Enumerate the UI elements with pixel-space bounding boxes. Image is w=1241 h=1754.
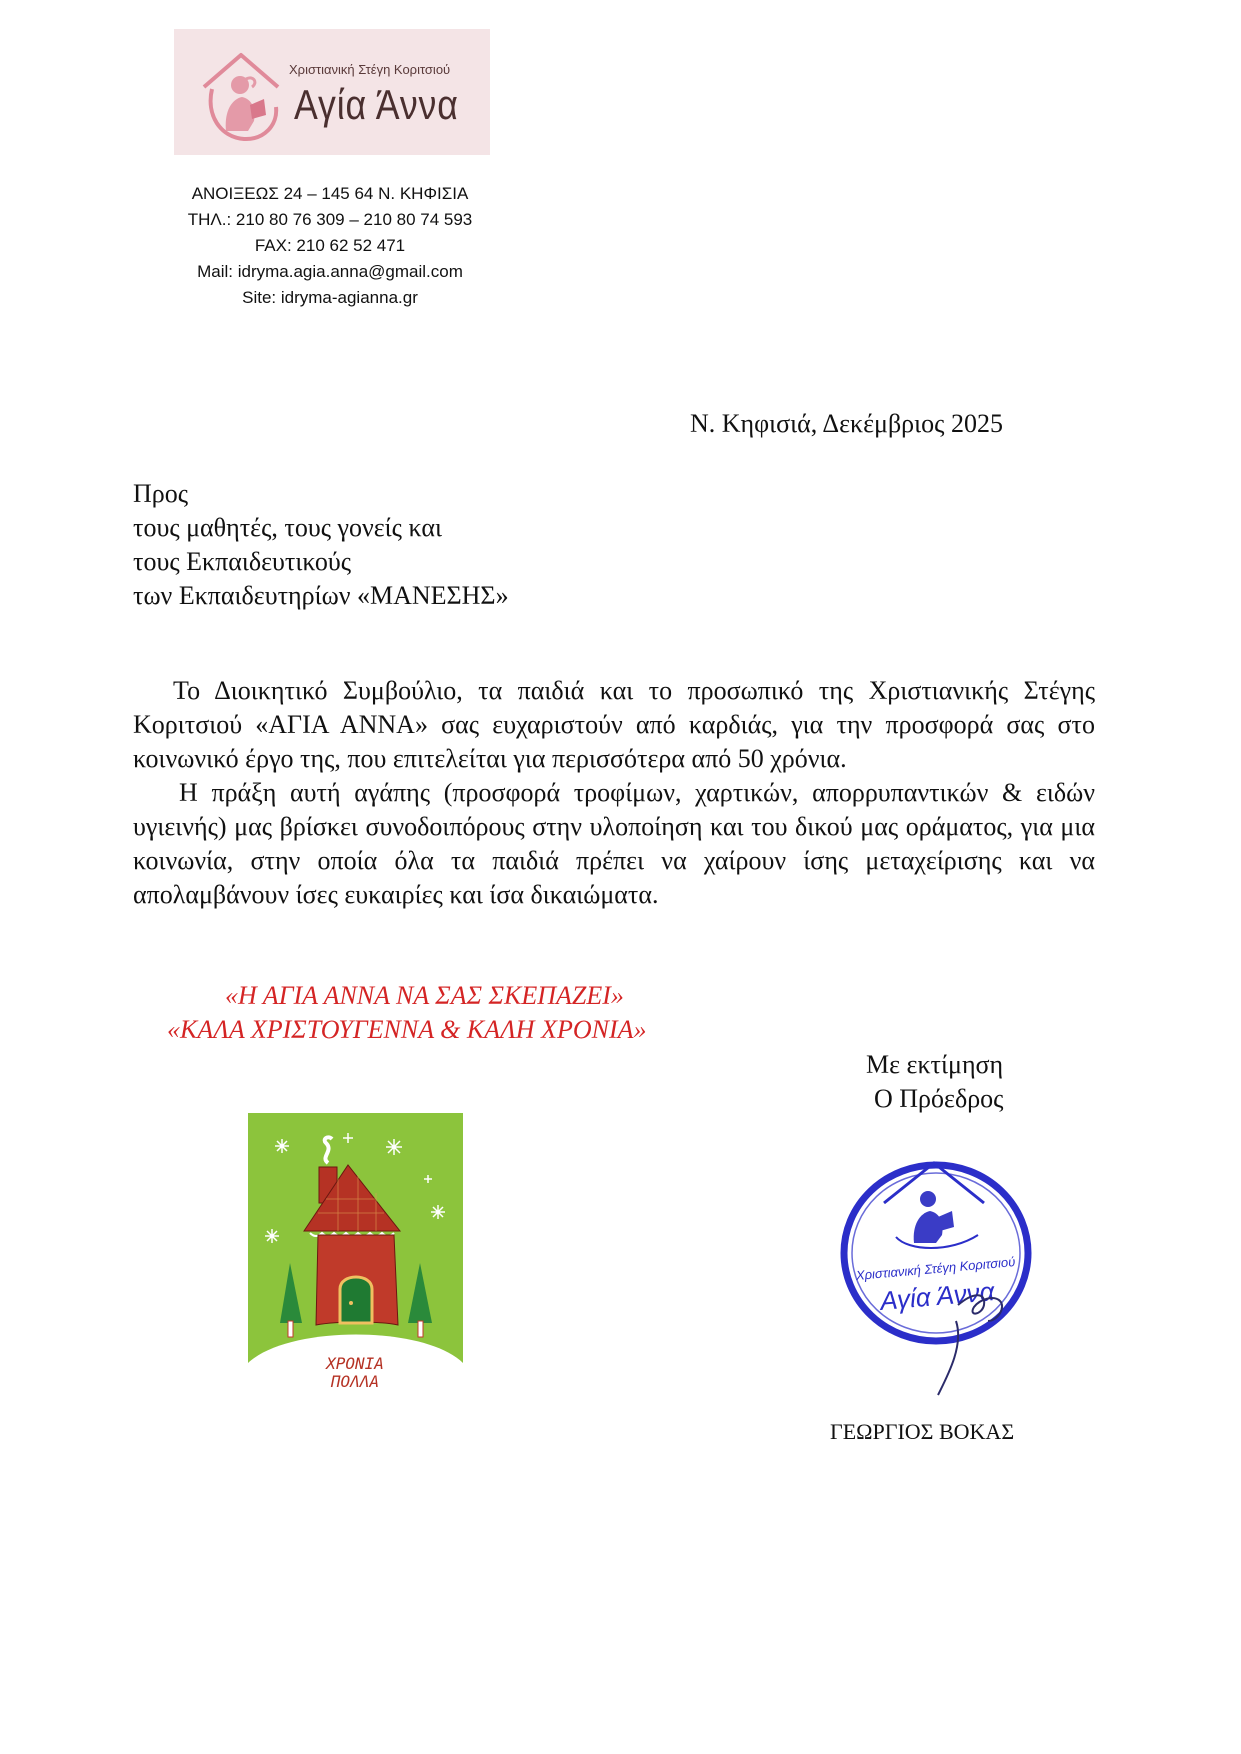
- contact-block: [150, 181, 510, 311]
- signer-name: ΓΕΩΡΓΙΟΣ ΒΟΚΑΣ: [830, 1419, 1015, 1444]
- logo-subtitle: Χριστιανική Στέγη Κοριτσιού: [289, 62, 451, 77]
- body-paragraph-1: Το Διοικητικό Συμβούλιο, τα παιδιά και το προσωπικό της Χριστιανικής Στέγης Κοριτσιού «ΑΓΙΑ ΑΝΝΑ» σας ευχαριστούν από καρδιάς, για την προσφορά σας στο κοινωνικό έργο της, που επιτελείται για περισσότερα από 50 χρόνια.: [133, 676, 1095, 773]
- closing-title: Ο Πρόεδρος: [874, 1084, 1004, 1113]
- christmas-card-image: [248, 1113, 463, 1409]
- letter-body: [133, 674, 1095, 912]
- wish-line-2: «ΚΑΛΑ ΧΡΙΣΤΟΥΓΕΝΝΑ & ΚΑΛΗ ΧΡΟΝΙΑ»: [167, 1015, 647, 1044]
- contact-site: Site: idryma-agianna.gr: [242, 288, 418, 307]
- card-greeting-line-2: ΠΟΛΛΑ: [330, 1372, 380, 1391]
- recipient-line: τους μαθητές, τους γονείς και: [133, 513, 442, 542]
- stamp-name: Αγία Άννα: [878, 1276, 996, 1316]
- institution-stamp: [838, 1145, 1038, 1405]
- logo-name: Αγία Άννα: [294, 81, 459, 128]
- recipient-block: [133, 477, 509, 613]
- recipient-line: τους Εκπαιδευτικούς: [133, 547, 352, 576]
- closing-block: [866, 1048, 1003, 1116]
- card-greeting-line-1: ΧΡΟΝΙΑ: [326, 1354, 384, 1373]
- contact-address: ΑΝΟΙΞΕΩΣ 24 – 145 64 Ν. ΚΗΦΙΣΙΑ: [191, 184, 469, 203]
- letterhead-logo: [174, 29, 490, 155]
- recipient-line: Προς: [133, 479, 189, 508]
- house-girl-reading-icon: [198, 45, 284, 145]
- wish-line-1: «Η ΑΓΙΑ ΑΝΝΑ ΝΑ ΣΑΣ ΣΚΕΠΑΖΕΙ»: [225, 981, 624, 1010]
- letter-date: Ν. Κηφισιά, Δεκέμβριος 2025: [690, 409, 1003, 438]
- contact-mail: Mail: idryma.agia.anna@gmail.com: [197, 262, 463, 281]
- stamp-subtitle: Χριστιανική Στέγη Κοριτσιού: [855, 1254, 1016, 1283]
- contact-fax: FAX: 210 62 52 471: [254, 236, 406, 255]
- recipient-line: των Εκπαιδευτηρίων «ΜΑΝΕΣΗΣ»: [133, 581, 509, 610]
- contact-phone: ΤΗΛ.: 210 80 76 309 – 210 80 74 593: [187, 210, 473, 229]
- signature-mark: [938, 1295, 1002, 1395]
- body-paragraph-2: Η πράξη αυτή αγάπης (προσφορά τροφίμων, χαρτικών, απορρυπαντικών & ειδών υγιεινής) μας βρίσκει συνοδοιπόρους στην υλοποίηση και του δικού μας οράματος, για μια κοινωνία, στην οποία όλα τα παιδιά πρέπει να χαίρουν ίσης μεταχείρισης και να απολαμβάνουν ίσες ευκαιρίες και ίσα δικαιώματα.: [133, 778, 1095, 909]
- closing-regards: Με εκτίμηση: [866, 1050, 1004, 1079]
